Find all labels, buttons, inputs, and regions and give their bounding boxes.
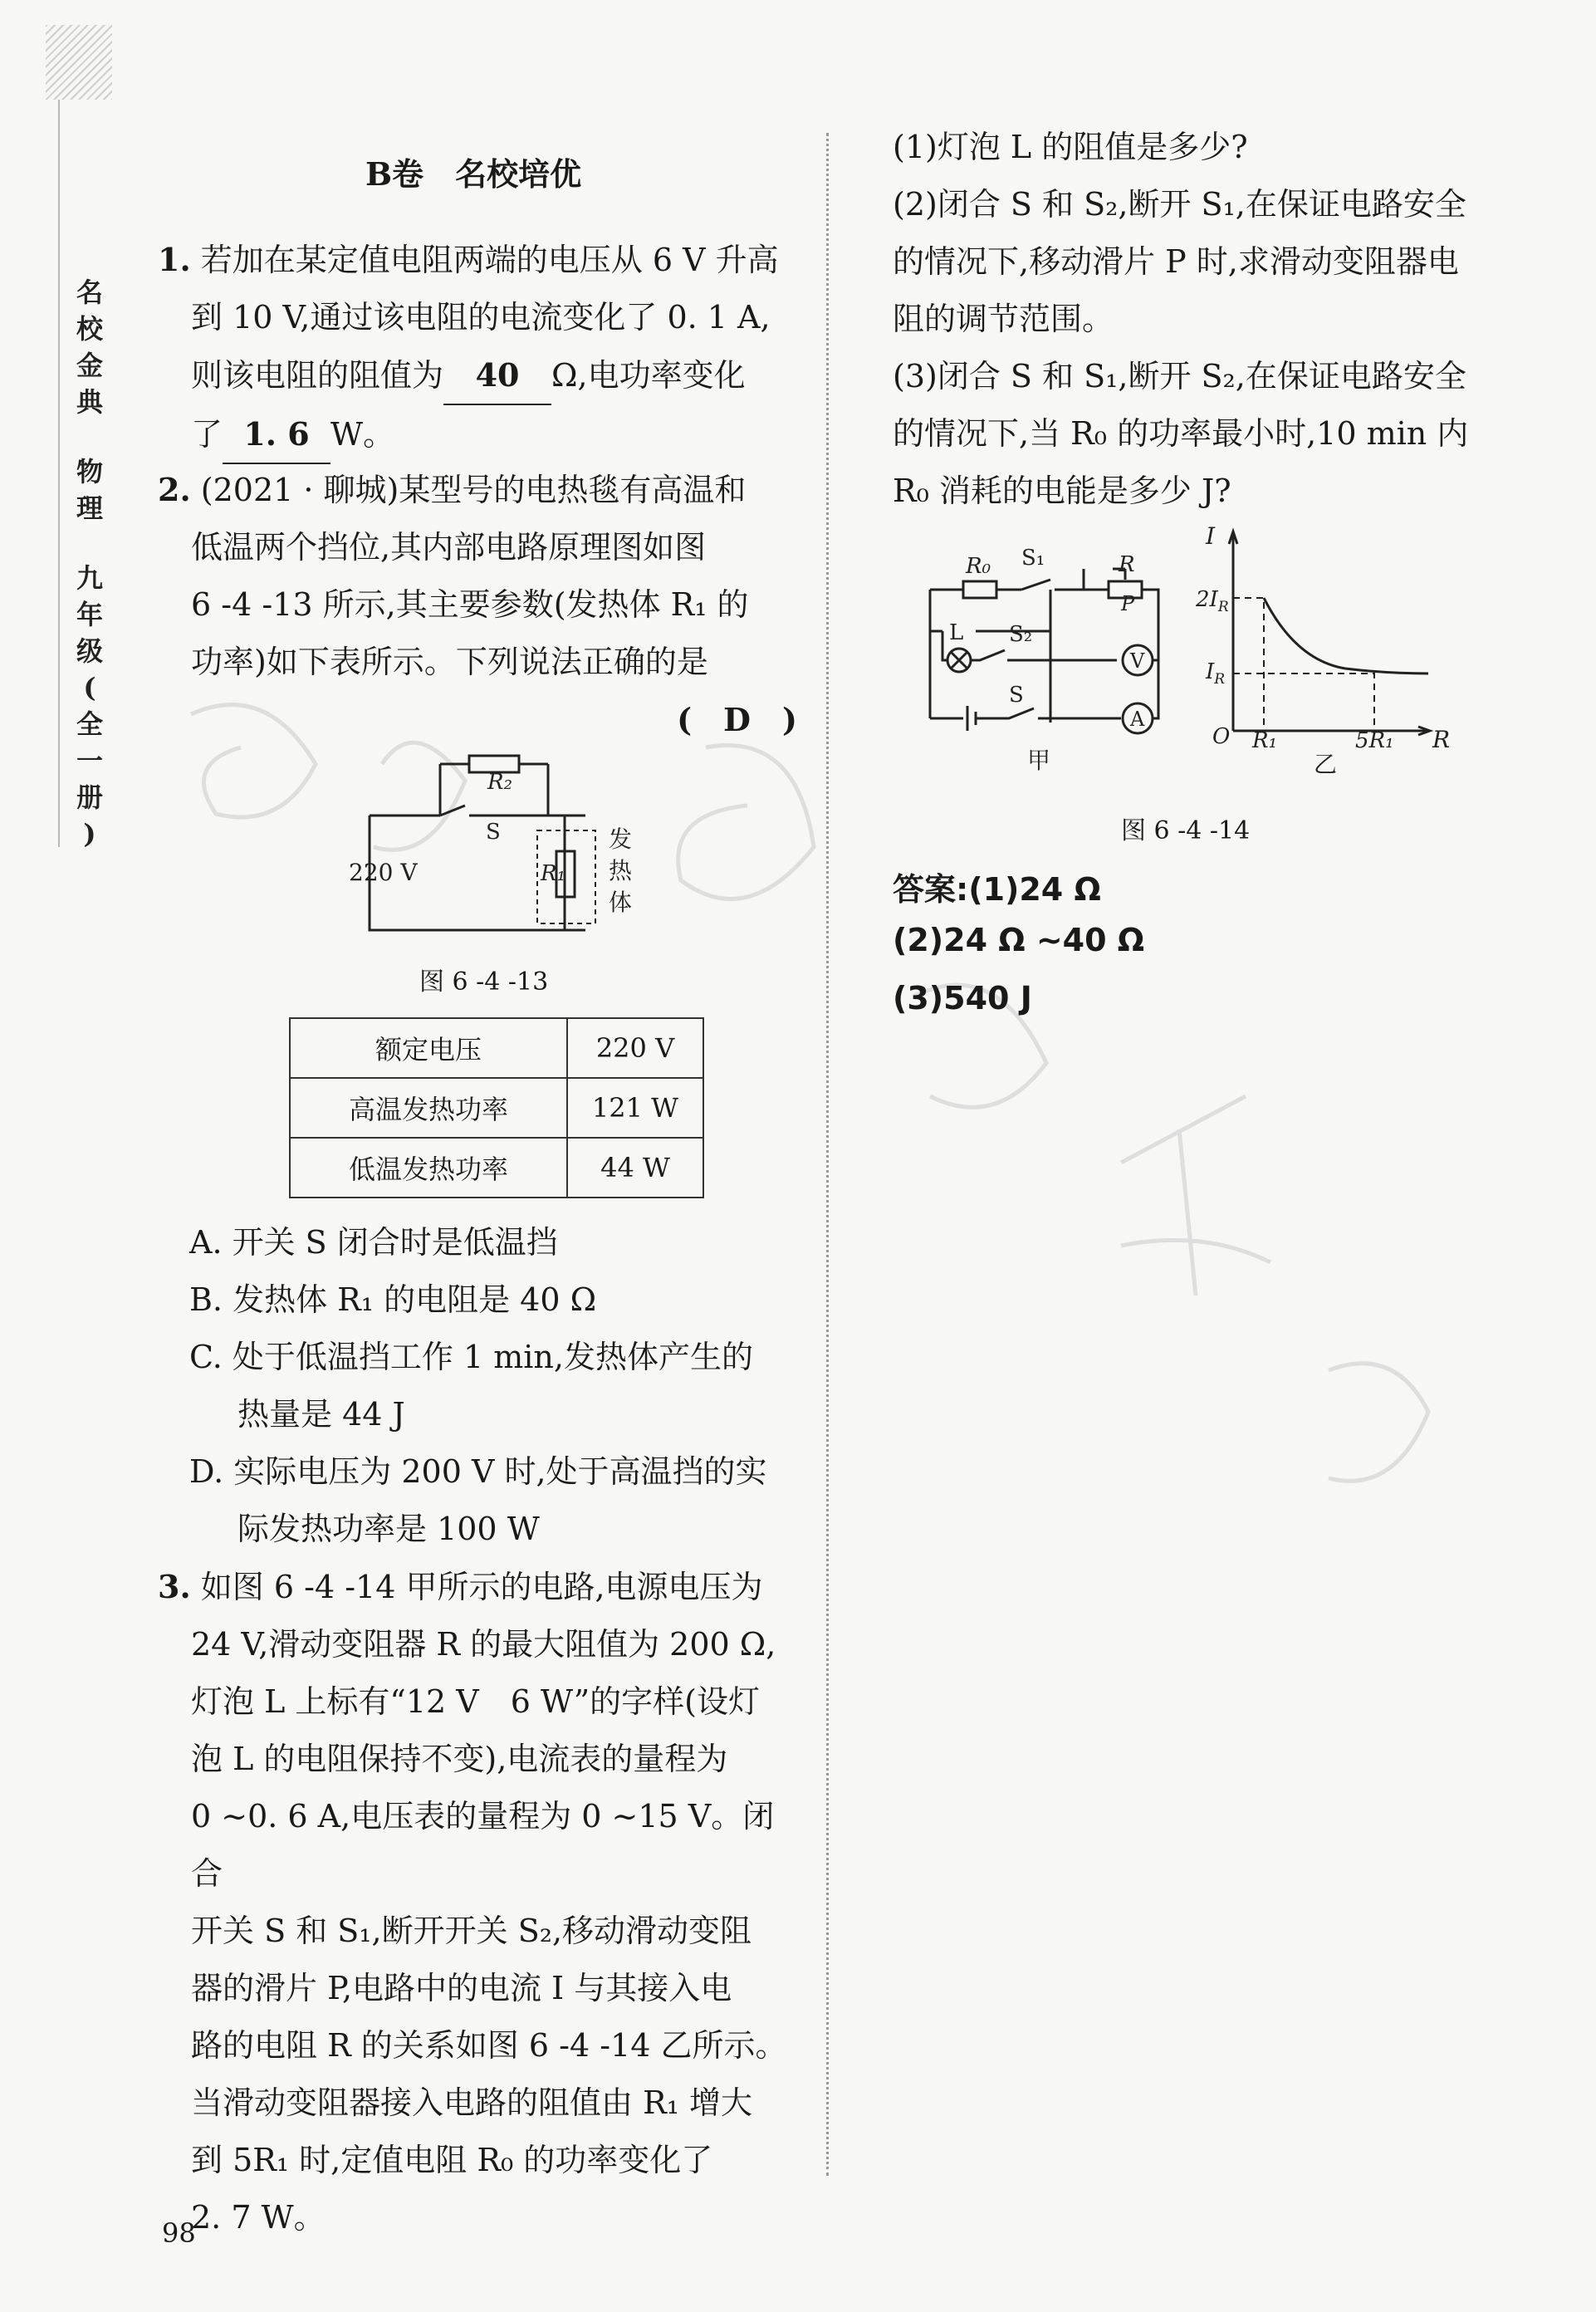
q1-line: 了 [191,416,223,453]
two-ir-label [1196,587,1229,615]
q3-subquestions [893,119,1507,520]
q1-line: 若加在某定值电阻两端的电压从 6 V 升高 [200,242,779,278]
sub-question: 的情况下,当 R₀ 的功率最小时,10 min 内 [893,415,1469,452]
column-divider [826,133,829,2176]
section-title: B卷 名校培优 [365,155,582,193]
option-a: A. 开关 S 闭合时是低温挡 [189,1224,558,1261]
s1-label: S₁ [1021,546,1045,571]
r-axis-label: R [1432,726,1451,753]
table-cell: 低温发热功率 [290,1138,567,1198]
origin-label: O [1212,724,1231,749]
table-cell: 44 W [567,1138,703,1198]
lamp-l-label: L [949,620,964,645]
page-number: 98 [162,2217,196,2249]
q3-line: 如图 6 -4 -14 甲所示的电路,电源电压为 [200,1569,763,1605]
q3-line: 器的滑片 P,电路中的电流 I 与其接入电 [191,1970,732,2006]
spine-char: 册 [76,781,103,813]
q2-options [189,1214,804,1558]
q1-line: W。 [330,416,395,453]
q1-line: 到 10 V,通过该电阻的电流变化了 0. 1 A, [191,299,771,336]
table-row [290,1078,703,1138]
margin-rule [58,100,60,847]
5r1-tick-label: 5R₁ [1355,728,1394,753]
parameter-table [289,1017,704,1198]
answer-line: (3)540 J [893,980,1032,1016]
answer-blank: 1. 6 [223,405,330,464]
sub-question: 阻的调节范围。 [893,301,1114,337]
sub-question: (2)闭合 S 和 S₂,断开 S₁,在保证电路安全 [893,186,1466,223]
margin-stripe-decoration [46,25,112,100]
table-cell: 121 W [567,1078,703,1138]
ammeter-label: A [1130,708,1145,731]
q2-answer: ( D ) [677,701,797,738]
question-1 [158,231,797,464]
switch-s-label: S [1009,683,1024,708]
option-c-cont: 热量是 44 J [237,1396,405,1433]
subscript-r: R [1214,671,1226,688]
figure-label-jia: 甲 [1027,747,1051,774]
q3-line: 2. 7 W。 [191,2199,326,2236]
question-2 [158,461,797,748]
q2-line: (2021 · 聊城)某型号的电热毯有高温和 [200,472,747,508]
q2-line: 低温两个挡位,其内部电路原理图如图 [191,529,707,566]
heater-label: 热 [609,857,633,884]
option-d: D. 实际电压为 200 V 时,处于高温挡的实 [189,1453,767,1490]
figure-caption: 图 6 -4 -14 [1121,816,1251,845]
question-number: 2. [158,471,191,508]
voltage-label: 220 V [349,859,418,886]
s2-label: S₂ [1009,622,1033,647]
answer-line: (2)24 Ω ~40 Ω [893,922,1145,958]
spine-char: 年 [76,599,103,630]
figure-caption: 图 6 -4 -13 [419,967,549,997]
i-text: I [1206,659,1215,684]
table-row [290,1018,703,1078]
spine-char: 名 [76,277,103,308]
answer-blank: 40 [443,346,551,405]
heater-label: 体 [609,889,633,916]
y-axis [1229,531,1237,731]
spine-char: 物 [76,456,103,487]
subscript-r: R [1217,599,1229,615]
r2-label: R₂ [487,770,512,795]
q3-line: 到 5R₁ 时,定值电阻 R₀ 的功率变化了 [191,2142,713,2178]
answer-line: 答案:(1)24 Ω [893,871,1101,908]
spine-char: 金 [76,350,103,381]
option-b: B. 发热体 R₁ 的电阻是 40 Ω [189,1281,597,1318]
table-row [290,1138,703,1198]
spine-char: 九 [76,562,103,594]
q3-line: 路的电阻 R 的关系如图 6 -4 -14 乙所示。 [191,2027,787,2064]
q1-line: Ω,电功率变化 [551,357,746,394]
spine-char: ( [83,672,96,703]
q3-line: 0 ~0. 6 A,电压表的量程为 0 ~15 V。闭合 [191,1798,775,1892]
spine-char: 理 [76,492,103,524]
table-cell: 220 V [567,1018,703,1078]
p-label: P [1121,592,1135,615]
q2-line: 6 -4 -13 所示,其主要参数(发热体 R₁ 的 [191,586,749,623]
current-resistance-graph [1196,519,1470,785]
two-i-text: 2I [1196,587,1218,612]
sub-question: (3)闭合 S 和 S₁,断开 S₂,在保证电路安全 [893,358,1466,394]
sub-question: R₀ 消耗的电能是多少 J? [893,473,1231,509]
question-3 [158,1558,797,2246]
spine-char: ) [83,818,96,850]
r-label: R [1119,552,1135,577]
q3-line: 泡 L 的电阻保持不变),电流表的量程为 [191,1741,728,1777]
table-cell: 高温发热功率 [290,1078,567,1138]
option-d-cont: 际发热功率是 100 W [237,1511,540,1547]
figure-label-yi: 乙 [1314,751,1338,778]
option-c: C. 处于低温挡工作 1 min,发热体产生的 [189,1339,753,1375]
sub-question: 的情况下,移动滑片 P 时,求滑动变阻器电 [893,243,1459,280]
curve [1264,598,1428,674]
q3-line: 开关 S 和 S₁,断开开关 S₂,移动滑动变阻 [191,1913,752,1949]
question-number: 1. [158,241,191,278]
r0-label: R₀ [966,554,991,579]
spine-char: 典 [76,386,103,418]
voltmeter-label: V [1130,649,1145,673]
book-spine-title [73,274,106,852]
table-cell: 额定电压 [290,1018,567,1078]
q1-line: 则该电阻的阻值为 [191,357,444,394]
heater-label: 发 [609,825,633,853]
r1-tick-label: R₁ [1252,728,1277,753]
q3-line: 灯泡 L 上标有“12 V 6 W”的字样(设灯 [191,1683,760,1720]
ir-label [1205,659,1225,688]
r1-label: R₁ [541,861,565,886]
spine-char: 校 [76,313,103,345]
spine-char: 级 [76,635,103,667]
switch-s-label: S [486,820,501,845]
q3-line: 24 V,滑动变阻器 R 的最大阻值为 200 Ω, [191,1626,776,1663]
spine-char: 全 [76,708,103,740]
question-number: 3. [158,1568,191,1605]
q3-line: 当滑动变阻器接入电路的阻值由 R₁ 增大 [191,2084,753,2121]
circuit-diagram-6-4-13 [345,747,660,947]
spine-char: 一 [76,745,103,776]
sub-question: (1)灯泡 L 的阻值是多少? [893,129,1248,165]
q2-line: 功率)如下表所示。下列说法正确的是 [191,644,708,680]
circuit-diagram-6-4-14-a [918,540,1192,789]
i-axis-label: I [1206,522,1216,550]
